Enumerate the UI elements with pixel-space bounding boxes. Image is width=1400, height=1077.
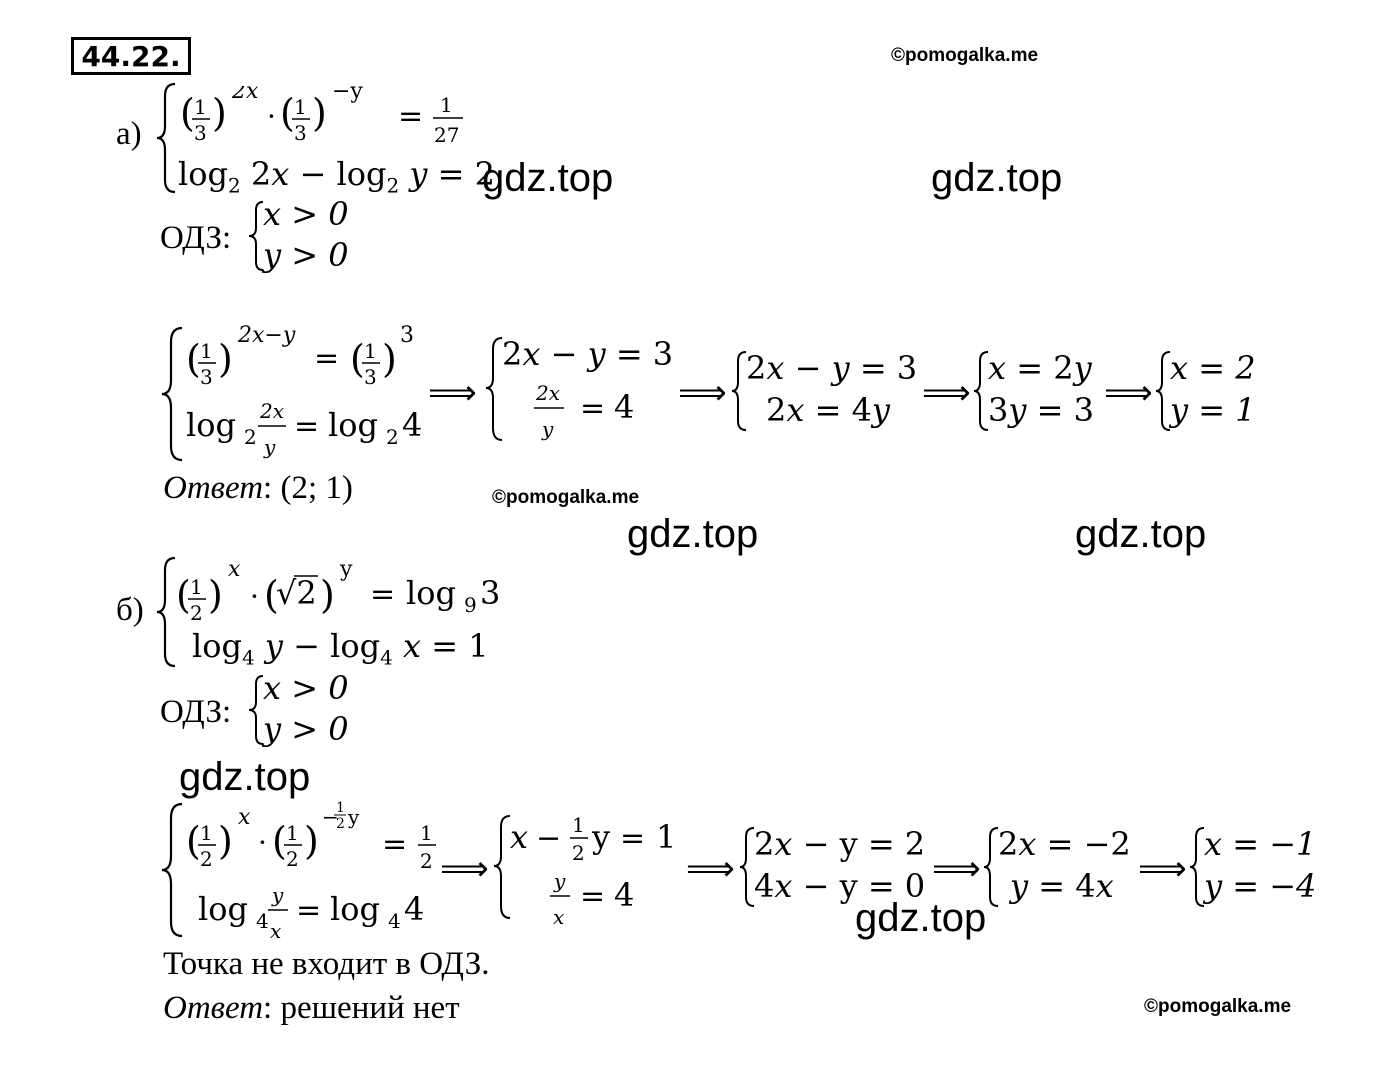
svg-text:y: y	[340, 557, 353, 582]
svg-text:·: ·	[267, 100, 276, 133]
svg-text:y: y	[554, 869, 566, 893]
svg-text:x: x	[238, 805, 251, 830]
part-a-odz-line2: y > 0	[263, 236, 349, 274]
svg-text:−y: −y	[332, 86, 363, 104]
watermark: gdz.top	[931, 156, 1063, 200]
svg-text:log: log	[406, 574, 456, 612]
svg-text:2x−y: 2x−y	[238, 323, 296, 348]
svg-text:y: y	[542, 417, 554, 441]
svg-text:=: =	[370, 577, 396, 612]
svg-text:x: x	[270, 919, 282, 943]
svg-text:=: =	[294, 409, 320, 444]
svg-text:1: 1	[656, 818, 677, 856]
part-a-step2-line1: 2x − y = 3	[502, 335, 674, 373]
svg-text:·: ·	[250, 580, 259, 613]
part-a-label: а)	[116, 116, 142, 152]
svg-text:=: =	[580, 879, 606, 914]
svg-text:log: log	[186, 406, 236, 444]
answer-label: Ответ	[163, 990, 264, 1026]
svg-text:4: 4	[614, 388, 635, 426]
svg-text:2: 2	[386, 425, 399, 449]
part-b-step2-line1	[510, 810, 680, 869]
implies-arrow-icon: ⟹	[686, 849, 735, 889]
svg-text:(: (	[272, 819, 287, 863]
part-a-step5-line2: y = 1	[1170, 391, 1256, 429]
svg-text:4: 4	[256, 909, 269, 933]
svg-text:9: 9	[464, 593, 477, 617]
svg-text:(: (	[186, 337, 201, 381]
svg-text:1: 1	[364, 339, 377, 363]
svg-text:3: 3	[294, 121, 307, 145]
step-equation	[198, 880, 438, 946]
system-equation	[176, 554, 506, 626]
brace-icon	[160, 802, 186, 938]
svg-text:1: 1	[286, 821, 299, 845]
watermark: gdz.top	[1075, 512, 1207, 556]
svg-text:x: x	[228, 557, 241, 582]
svg-text:2: 2	[420, 849, 433, 872]
svg-text:1: 1	[572, 813, 585, 837]
step-equation	[186, 796, 446, 872]
watermark: gdz.top	[855, 896, 987, 940]
svg-text:): )	[218, 819, 233, 863]
svg-text:4: 4	[388, 909, 401, 933]
svg-text:=: =	[580, 391, 606, 426]
step-equation	[186, 396, 426, 462]
svg-text:2: 2	[190, 601, 203, 625]
svg-text:2: 2	[336, 816, 345, 832]
svg-text:2x: 2x	[232, 86, 259, 104]
svg-text:4: 4	[614, 876, 635, 914]
part-b-odz-label: ОДЗ:	[160, 694, 232, 730]
implies-arrow-icon: ⟹	[1138, 849, 1187, 889]
part-b-note: Точка не входит в ОДЗ.	[163, 946, 490, 982]
svg-text:x: x	[510, 818, 529, 856]
part-b-system-line2: $\log_4 y - \log_4 x = 1$	[192, 627, 489, 670]
svg-text:1: 1	[420, 821, 433, 845]
svg-text:=: =	[398, 99, 424, 134]
implies-arrow-icon: ⟹	[440, 849, 489, 889]
part-b-odz-line2: y > 0	[263, 710, 349, 748]
part-a-step2-line2	[530, 378, 640, 447]
step-equation	[530, 378, 640, 444]
svg-text:1: 1	[440, 93, 453, 117]
part-b-step2-line2	[548, 866, 648, 935]
svg-text:−: −	[322, 805, 339, 829]
svg-text:1: 1	[190, 575, 203, 599]
part-b-step1-line2	[198, 880, 438, 949]
svg-text:): )	[212, 91, 227, 135]
svg-text:): )	[312, 91, 327, 135]
answer-value: : решений нет	[263, 990, 460, 1026]
part-b-step3-line2: 4x − y = 0	[754, 867, 926, 905]
problem-number: 44.22.	[71, 37, 191, 75]
part-b-step1-line1	[186, 796, 446, 875]
part-b-label: б)	[116, 592, 144, 628]
svg-text:y: y	[264, 435, 276, 459]
svg-text:1: 1	[294, 95, 307, 119]
implies-arrow-icon: ⟹	[678, 373, 727, 413]
part-b-system-line1	[176, 554, 506, 629]
watermark: gdz.top	[179, 755, 311, 799]
part-a-system-line2: $\log_2 2x - \log_2 y = 2$	[178, 155, 495, 198]
step-equation	[548, 866, 648, 932]
part-a-answer	[163, 472, 353, 505]
svg-text:(: (	[176, 573, 191, 617]
brace-icon	[160, 326, 186, 462]
brace-icon	[155, 82, 179, 194]
svg-text:2: 2	[286, 847, 299, 871]
svg-text:27: 27	[434, 123, 460, 147]
step-equation	[510, 810, 680, 866]
svg-text:y: y	[272, 883, 284, 907]
answer-value: : (2; 1)	[263, 470, 353, 506]
part-a-step3-line2: 2x = 4y	[766, 391, 890, 429]
part-b-step5-line2: y = −4	[1204, 867, 1317, 905]
svg-text:3: 3	[364, 365, 377, 389]
part-a-step4-line2: 3y = 3	[988, 391, 1094, 429]
svg-text:(: (	[186, 819, 201, 863]
svg-text:=: =	[314, 341, 340, 376]
svg-text:1: 1	[194, 95, 207, 119]
svg-text:=: =	[620, 821, 646, 856]
svg-text:=: =	[296, 893, 322, 928]
implies-arrow-icon: ⟹	[932, 849, 981, 889]
svg-text:(: (	[280, 91, 295, 135]
part-a-odz-line1: x > 0	[263, 195, 349, 233]
copyright-note: ©pomogalka.me	[1144, 996, 1292, 1017]
svg-text:2x: 2x	[536, 381, 561, 405]
part-a-step1-line1	[186, 318, 426, 393]
part-b-step4-line2: y = 4x	[1010, 867, 1114, 905]
svg-text:3: 3	[400, 323, 414, 348]
svg-text:y: y	[592, 818, 611, 856]
svg-text:1: 1	[200, 821, 213, 845]
implies-arrow-icon: ⟹	[922, 373, 971, 413]
part-b-step4-line1: 2x = −2	[998, 825, 1131, 863]
svg-text:(: (	[350, 337, 365, 381]
part-b-answer	[163, 992, 460, 1025]
svg-text:y: y	[348, 805, 360, 829]
part-a-step3-line1: 2x − y = 3	[746, 349, 918, 387]
svg-text:2: 2	[244, 425, 257, 449]
part-a-step1-line2	[186, 396, 426, 465]
watermark: gdz.top	[482, 156, 614, 200]
svg-text:=: =	[382, 827, 408, 862]
svg-text:2: 2	[200, 847, 213, 871]
part-b-step3-line1: 2x − y = 2	[754, 825, 926, 863]
copyright-note: ©pomogalka.me	[891, 45, 1039, 66]
svg-text:·: ·	[258, 826, 267, 859]
part-b-odz-line1: x > 0	[263, 669, 349, 707]
answer-label: Ответ	[163, 470, 264, 506]
svg-text:1: 1	[200, 339, 213, 363]
svg-text:log: log	[198, 890, 248, 928]
svg-text:): )	[218, 337, 233, 381]
svg-text:3: 3	[194, 121, 207, 145]
svg-text:1: 1	[336, 800, 345, 816]
svg-text:3: 3	[200, 365, 213, 389]
svg-text:−: −	[536, 821, 562, 856]
svg-text:√2: √2	[276, 574, 317, 612]
svg-text:2: 2	[572, 841, 585, 865]
step-equation	[186, 318, 426, 390]
svg-text:): )	[208, 573, 223, 617]
svg-text:3: 3	[480, 574, 501, 612]
part-a-step5-line1: x = 2	[1170, 349, 1256, 387]
svg-text:x: x	[553, 905, 565, 929]
svg-text:(: (	[264, 573, 279, 617]
implies-arrow-icon: ⟹	[1104, 373, 1153, 413]
implies-arrow-icon: ⟹	[428, 373, 477, 413]
system-equation	[180, 86, 470, 148]
svg-text:2x: 2x	[260, 399, 285, 423]
svg-text:): )	[320, 573, 335, 617]
svg-text:4: 4	[402, 406, 423, 444]
svg-text:): )	[304, 819, 319, 863]
part-a-odz-label: ОДЗ:	[160, 220, 232, 256]
svg-text:(: (	[180, 91, 195, 135]
svg-text:4: 4	[404, 890, 425, 928]
copyright-note: ©pomogalka.me	[492, 487, 640, 508]
svg-text:): )	[382, 337, 397, 381]
part-b-step5-line1: x = −1	[1204, 825, 1317, 863]
svg-text:log: log	[328, 406, 378, 444]
part-a-system-line1	[180, 86, 470, 147]
part-a-step4-line1: x = 2y	[988, 349, 1092, 387]
svg-text:log: log	[330, 890, 380, 928]
watermark: gdz.top	[627, 512, 759, 556]
